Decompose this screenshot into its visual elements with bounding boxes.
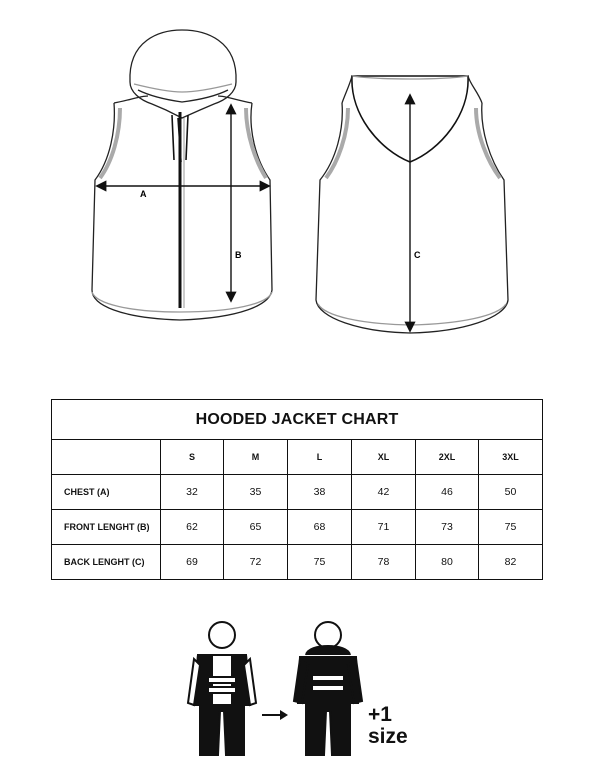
table-cell: 62 xyxy=(161,510,224,545)
table-cell: 69 xyxy=(161,545,224,580)
table-row xyxy=(52,475,543,510)
table-cell: 38 xyxy=(288,475,352,510)
size-header: 3XL xyxy=(479,440,543,475)
table-cell: 75 xyxy=(479,510,543,545)
table-title: HOODED JACKET CHART xyxy=(52,400,543,440)
label-a: A xyxy=(140,189,147,199)
size-chart-table xyxy=(51,399,543,580)
plus-one-text: +1 xyxy=(368,703,392,726)
person-in-hooded-jacket-icon xyxy=(294,622,362,755)
vest-back-drawing xyxy=(316,76,508,333)
table-cell: 82 xyxy=(479,545,543,580)
row-label: FRONT LENGHT (B) xyxy=(52,510,161,545)
size-header: M xyxy=(224,440,288,475)
table-cell: 75 xyxy=(288,545,352,580)
size-header: S xyxy=(161,440,224,475)
table-cell: 46 xyxy=(416,475,479,510)
table-cell: 72 xyxy=(224,545,288,580)
size-header: 2XL xyxy=(416,440,479,475)
label-b: B xyxy=(235,250,242,260)
table-cell: 32 xyxy=(161,475,224,510)
size-header: XL xyxy=(352,440,416,475)
table-cell: 73 xyxy=(416,510,479,545)
row-label: BACK LENGHT (C) xyxy=(52,545,161,580)
table-cell: 80 xyxy=(416,545,479,580)
table-row xyxy=(52,510,543,545)
measurement-diagram xyxy=(0,0,600,380)
table-cell: 68 xyxy=(288,510,352,545)
table-cell: 65 xyxy=(224,510,288,545)
table-cell: 50 xyxy=(479,475,543,510)
arrow-right-icon xyxy=(262,710,288,720)
table-row xyxy=(52,545,543,580)
table-cell: 35 xyxy=(224,475,288,510)
header-corner-cell xyxy=(52,440,161,475)
size-header: L xyxy=(288,440,352,475)
table-cell: 71 xyxy=(352,510,416,545)
size-text: size xyxy=(368,725,408,748)
table-cell: 78 xyxy=(352,545,416,580)
table-cell: 42 xyxy=(352,475,416,510)
row-label: CHEST (A) xyxy=(52,475,161,510)
label-c: C xyxy=(414,250,421,260)
person-in-vest-icon xyxy=(188,622,256,755)
table-header-row xyxy=(52,440,543,475)
plus-one-size-note xyxy=(368,704,408,748)
vest-front-drawing xyxy=(92,30,272,320)
